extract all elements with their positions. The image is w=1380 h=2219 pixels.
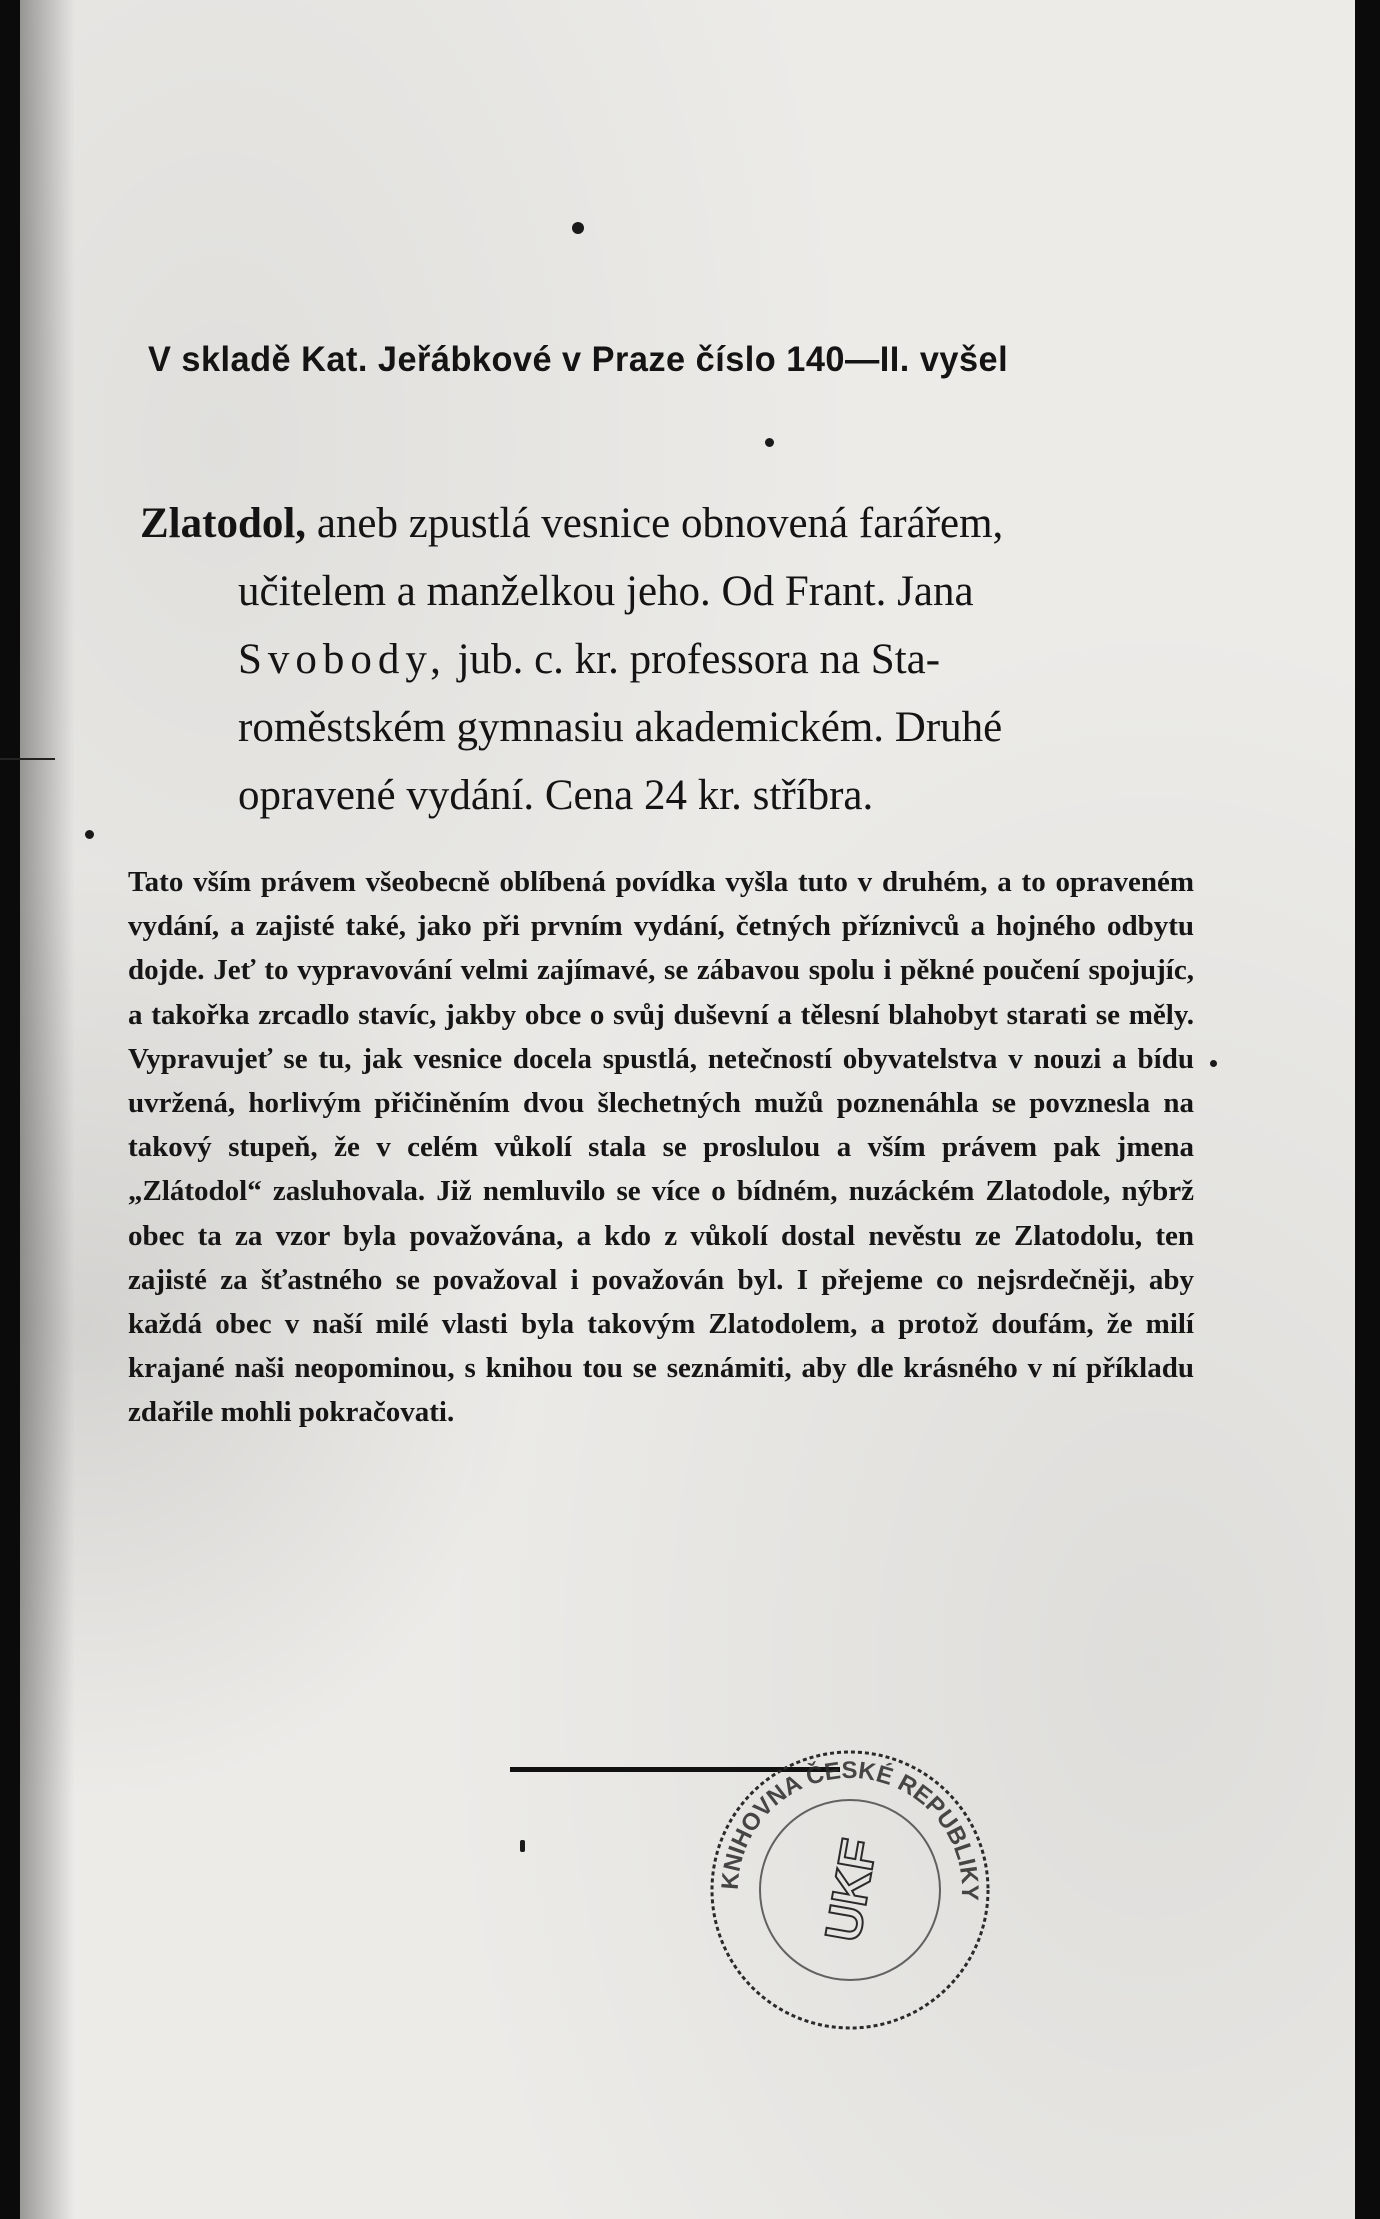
title-line-1 [140, 490, 1210, 558]
stamp-center-text: UKF [814, 1834, 888, 1946]
right-edge [1355, 0, 1380, 2219]
subtitle: aneb zpustlá vesnice obnovená farářem, [306, 500, 1004, 547]
ink-speck [520, 1840, 525, 1852]
title-line-3 [140, 626, 1210, 694]
title-line-2: učitelem a manželkou jeho. Od Frant. Jana [238, 568, 974, 615]
ink-speck [572, 222, 584, 234]
book-title: Zlatodol, [140, 500, 307, 547]
ink-speck [85, 830, 94, 839]
stamp-ring-text: KNIHOVNA ČESKÉ REPUBLIKY [716, 1756, 984, 1901]
title-line-5: opravené vydání. Cena 24 kr. stříbra. [238, 772, 874, 819]
book-title-block [140, 490, 1210, 830]
ink-speck [765, 438, 774, 447]
author-name: Svobody, [238, 636, 447, 683]
spine-shadow [20, 0, 75, 2219]
ink-speck [1210, 1060, 1217, 1067]
fold-line [0, 758, 55, 760]
author-title: jub. c. kr. professora na Sta- [446, 636, 941, 683]
library-stamp [700, 1740, 1000, 2040]
title-line-4: roměstském gymnasiu akademickém. Druhé [238, 704, 1003, 751]
publisher-line: V skladě Kat. Jeřábkové v Praze číslo 140—II. vyšel [148, 340, 1009, 379]
description-paragraph: Tato vším právem všeobecně oblíbená povídka vyšla tuto v druhém, a to opraveném vydání, a zajisté také, jako při prvním vydání, četných příznivců a hojného odbytu dojde. Jeť to vypravování velmi zajímavé, se zábavou spolu i pěkné poučení spojujíc, a takořka zrcadlo stavíc, jakby obce o svůj duševní a tělesní blahobyt starati se měly. Vypravujeť se tu, jak vesnice docela spustlá, netečností obyvatelstva v nouzi a bídu uvržená, horlivým přičiněním dvou šlechetných mužů poznenáhla se povznesla na takový stupeň, že v celém vůkolí stala se proslulou a vším právem pak jmena „Zlátodol“ zasluhovala. Již nemluvilo se více o bídném, nuzáckém Zlatodole, nýbrž obec ta za vzor byla považována, a kdo z vůkolí dostal nevěstu ze Zlatodolu, ten zajisté za šťastného se považoval i považován byl. I přejeme co nejsrdečněji, aby každá obec v naší milé vlasti byla takovým Zlatodolem, a protož doufám, že milí krajané naši neopominou, s knihou tou se seznámiti, aby dle krásného v ní příkladu zdařile mohli pokračovati. [128, 866, 1194, 1429]
